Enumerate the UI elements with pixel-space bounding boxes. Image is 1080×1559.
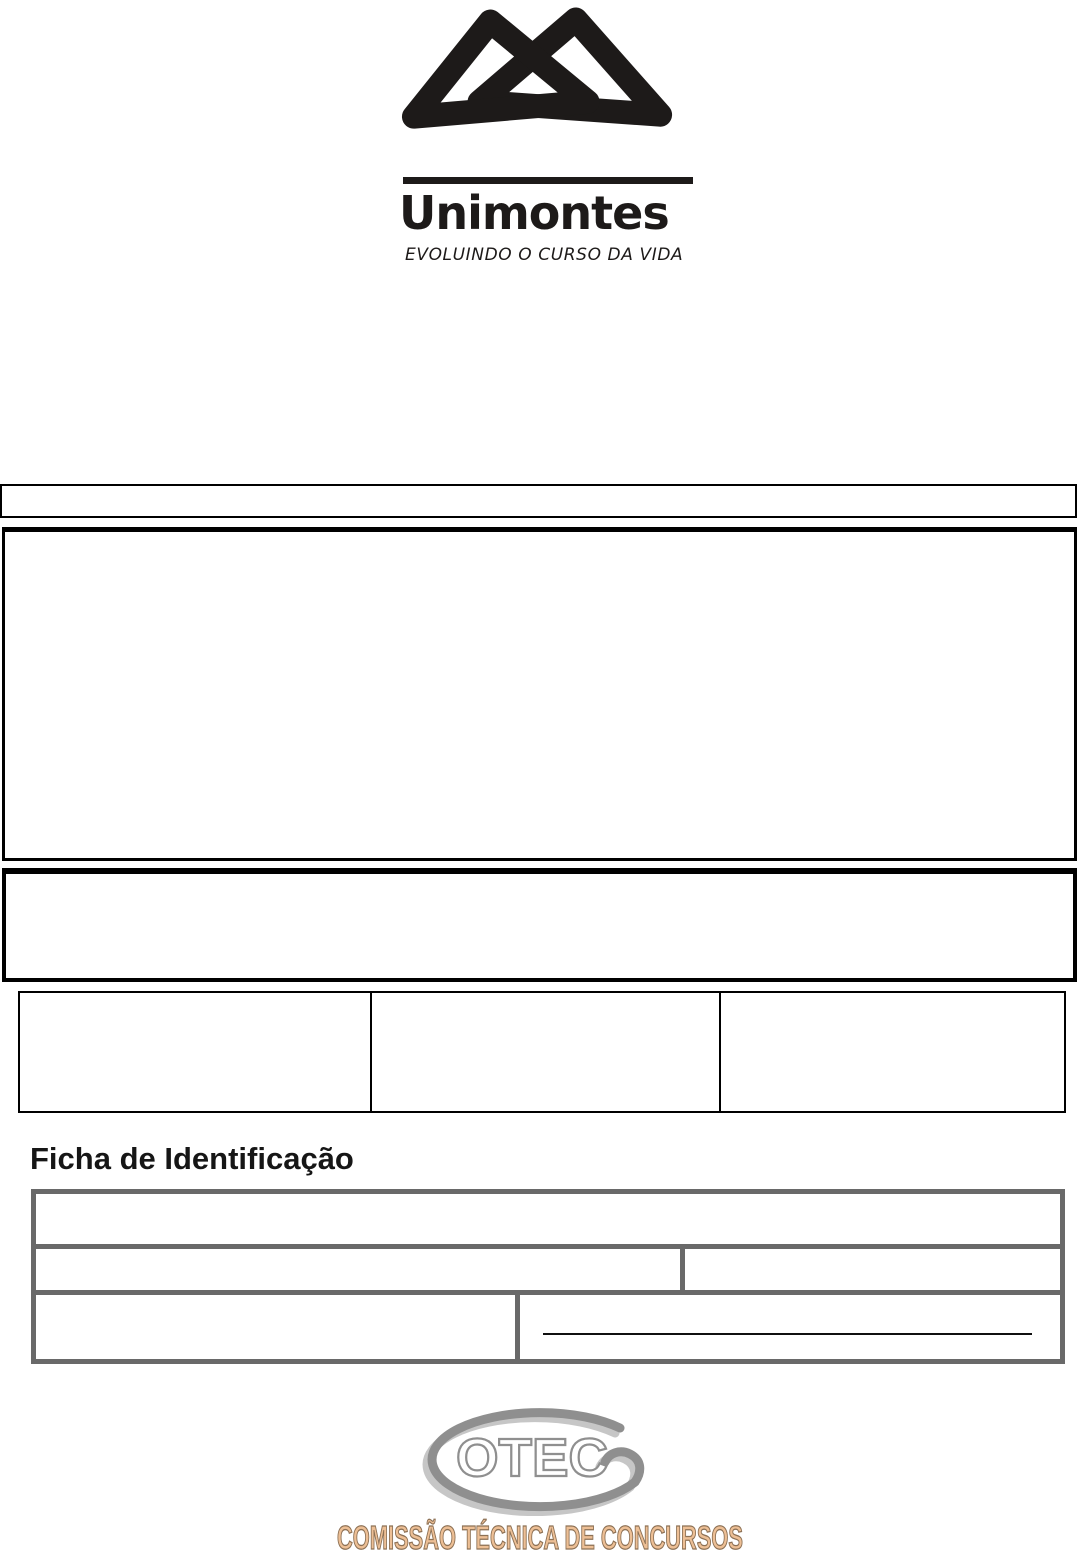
logo-divider-bar: [403, 177, 693, 184]
cotec-logo-icon: [420, 1396, 660, 1516]
three-column-table: [18, 991, 1066, 1113]
title-strip-box: [0, 484, 1077, 518]
column-cell-2: [372, 993, 719, 1111]
column-cell-3: [721, 993, 1064, 1111]
ficha-row3-cell-left: [36, 1295, 515, 1359]
cotec-caption-wrap: [0, 1516, 1080, 1559]
cotec-logo-text: OTEC: [456, 1428, 608, 1488]
brand-wordmark: Unimontes: [399, 186, 669, 240]
unimontes-logo-icon: [396, 2, 684, 164]
ficha-row1-cell: [36, 1194, 1060, 1244]
ficha-row2-cell-right: [685, 1249, 1060, 1290]
brand-tagline: EVOLUINDO O CURSO DA VIDA: [405, 245, 684, 265]
column-cell-1: [20, 993, 370, 1111]
identification-table: [31, 1189, 1065, 1364]
cotec-caption-text: COMISSÃO TÉCNICA DE CONCURSOS: [337, 1519, 743, 1556]
instructions-box: [2, 527, 1077, 861]
ficha-row3-cell-right: [520, 1295, 1060, 1359]
identification-heading: Ficha de Identificação: [30, 1141, 354, 1176]
notice-box: [2, 868, 1077, 982]
ficha-row2-cell-left: [36, 1249, 680, 1290]
signature-line: [543, 1333, 1032, 1335]
